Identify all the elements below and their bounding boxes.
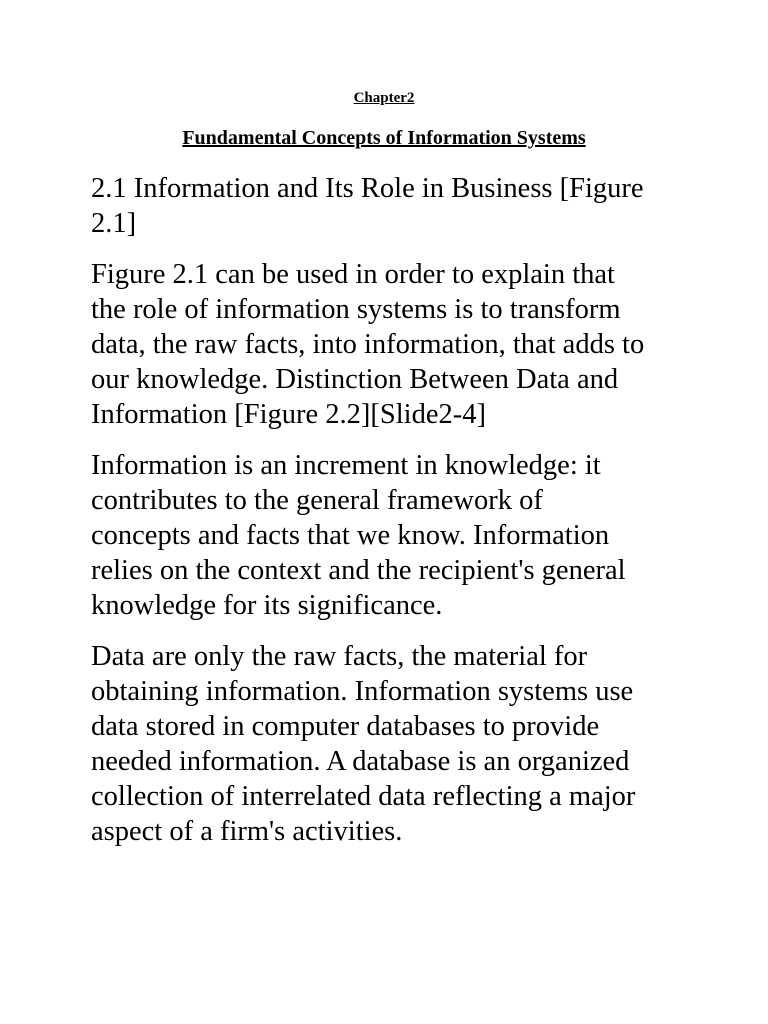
- chapter-label: Chapter2: [353, 90, 415, 106]
- paragraph: Information is an increment in knowledge: it contributes to the general framework of concepts and facts that we know. Information relies on the context and the recipient's general knowledge for its significance.: [91, 450, 626, 621]
- section-heading: 2.1 Information and Its Role in Business [Figure 2.1]: [91, 173, 644, 239]
- paragraph: Data are only the raw facts, the material for obtaining information. Information systems use data stored in computer databases to provide needed information. A database is an organized collection of interrelated data reflecting a major aspect of a firm's activities.: [91, 641, 636, 847]
- paragraph: Figure 2.1 can be used in order to explain that the role of information systems is to transform data, the raw facts, into information, that adds to our knowledge. Distinction Between Data and Information [Figure 2.2][Slide2-4]: [91, 259, 645, 430]
- chapter-title: Fundamental Concepts of Information Systems: [182, 127, 586, 149]
